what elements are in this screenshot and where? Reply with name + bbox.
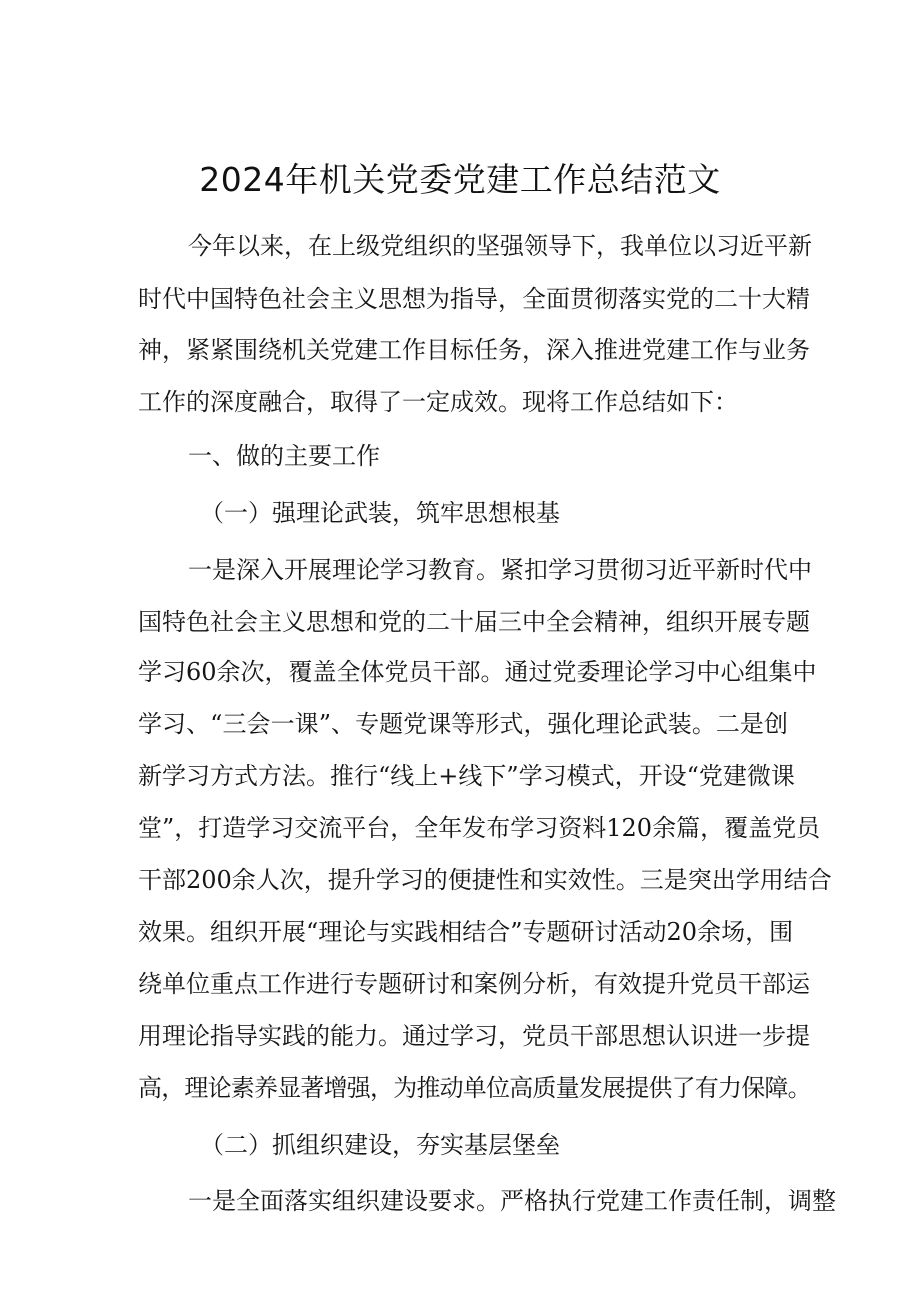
document-title: 2024年机关党委党建工作总结范文 (199, 160, 721, 199)
paragraph-line: 堂”，打造学习交流平台，全年发布学习资料120余篇，覆盖党员 (138, 814, 821, 842)
paragraph-line: 时代中国特色社会主义思想为指导，全面贯彻落实党的二十大精 (138, 285, 810, 313)
paragraph-line: 效果。组织开展“理论与实践相结合”专题研讨活动20余场，围 (138, 918, 794, 946)
paragraph-line: 一是全面落实组织建设要求。严格执行党建工作责任制，调整 (188, 1187, 836, 1215)
paragraph-line: 一是深入开展理论学习教育。紧扣学习贯彻习近平新时代中 (188, 556, 812, 584)
paragraph-line: 神，紧紧围绕机关党建工作目标任务，深入推进党建工作与业务 (138, 336, 810, 364)
paragraph-line: 绕单位重点工作进行专题研讨和案例分析，有效提升党员干部运 (138, 970, 810, 998)
paragraph-line: 国特色社会主义思想和党的二十届三中全会精神，组织开展专题 (138, 608, 810, 636)
subsection-heading: （一）强理论武装，筑牢思想根基 (200, 499, 560, 527)
paragraph-line: 工作的深度融合，取得了一定成效。现将工作总结如下： (138, 388, 738, 416)
paragraph-line: 高，理论素养显著增强，为推动单位高质量发展提供了有力保障。 (138, 1074, 811, 1102)
paragraph-line: 学习、“三会一课”、专题党课等形式，强化理论武装。二是创 (138, 710, 788, 738)
paragraph-line: 干部200余人次，提升学习的便捷性和实效性。三是突出学用结合 (138, 866, 832, 894)
paragraph-line: 学习60余次，覆盖全体党员干部。通过党委理论学习中心组集中 (138, 658, 817, 686)
section-heading: 一、做的主要工作 (188, 442, 380, 470)
subsection-heading: （二）抓组织建设，夯实基层堡垒 (200, 1131, 560, 1159)
paragraph-line: 新学习方式方法。推行“线上+线下”学习模式，开设“党建微课 (138, 762, 795, 790)
paragraph-line: 今年以来，在上级党组织的坚强领导下，我单位以习近平新 (188, 232, 812, 260)
paragraph-line: 用理论指导实践的能力。通过学习，党员干部思想认识进一步提 (138, 1022, 810, 1050)
